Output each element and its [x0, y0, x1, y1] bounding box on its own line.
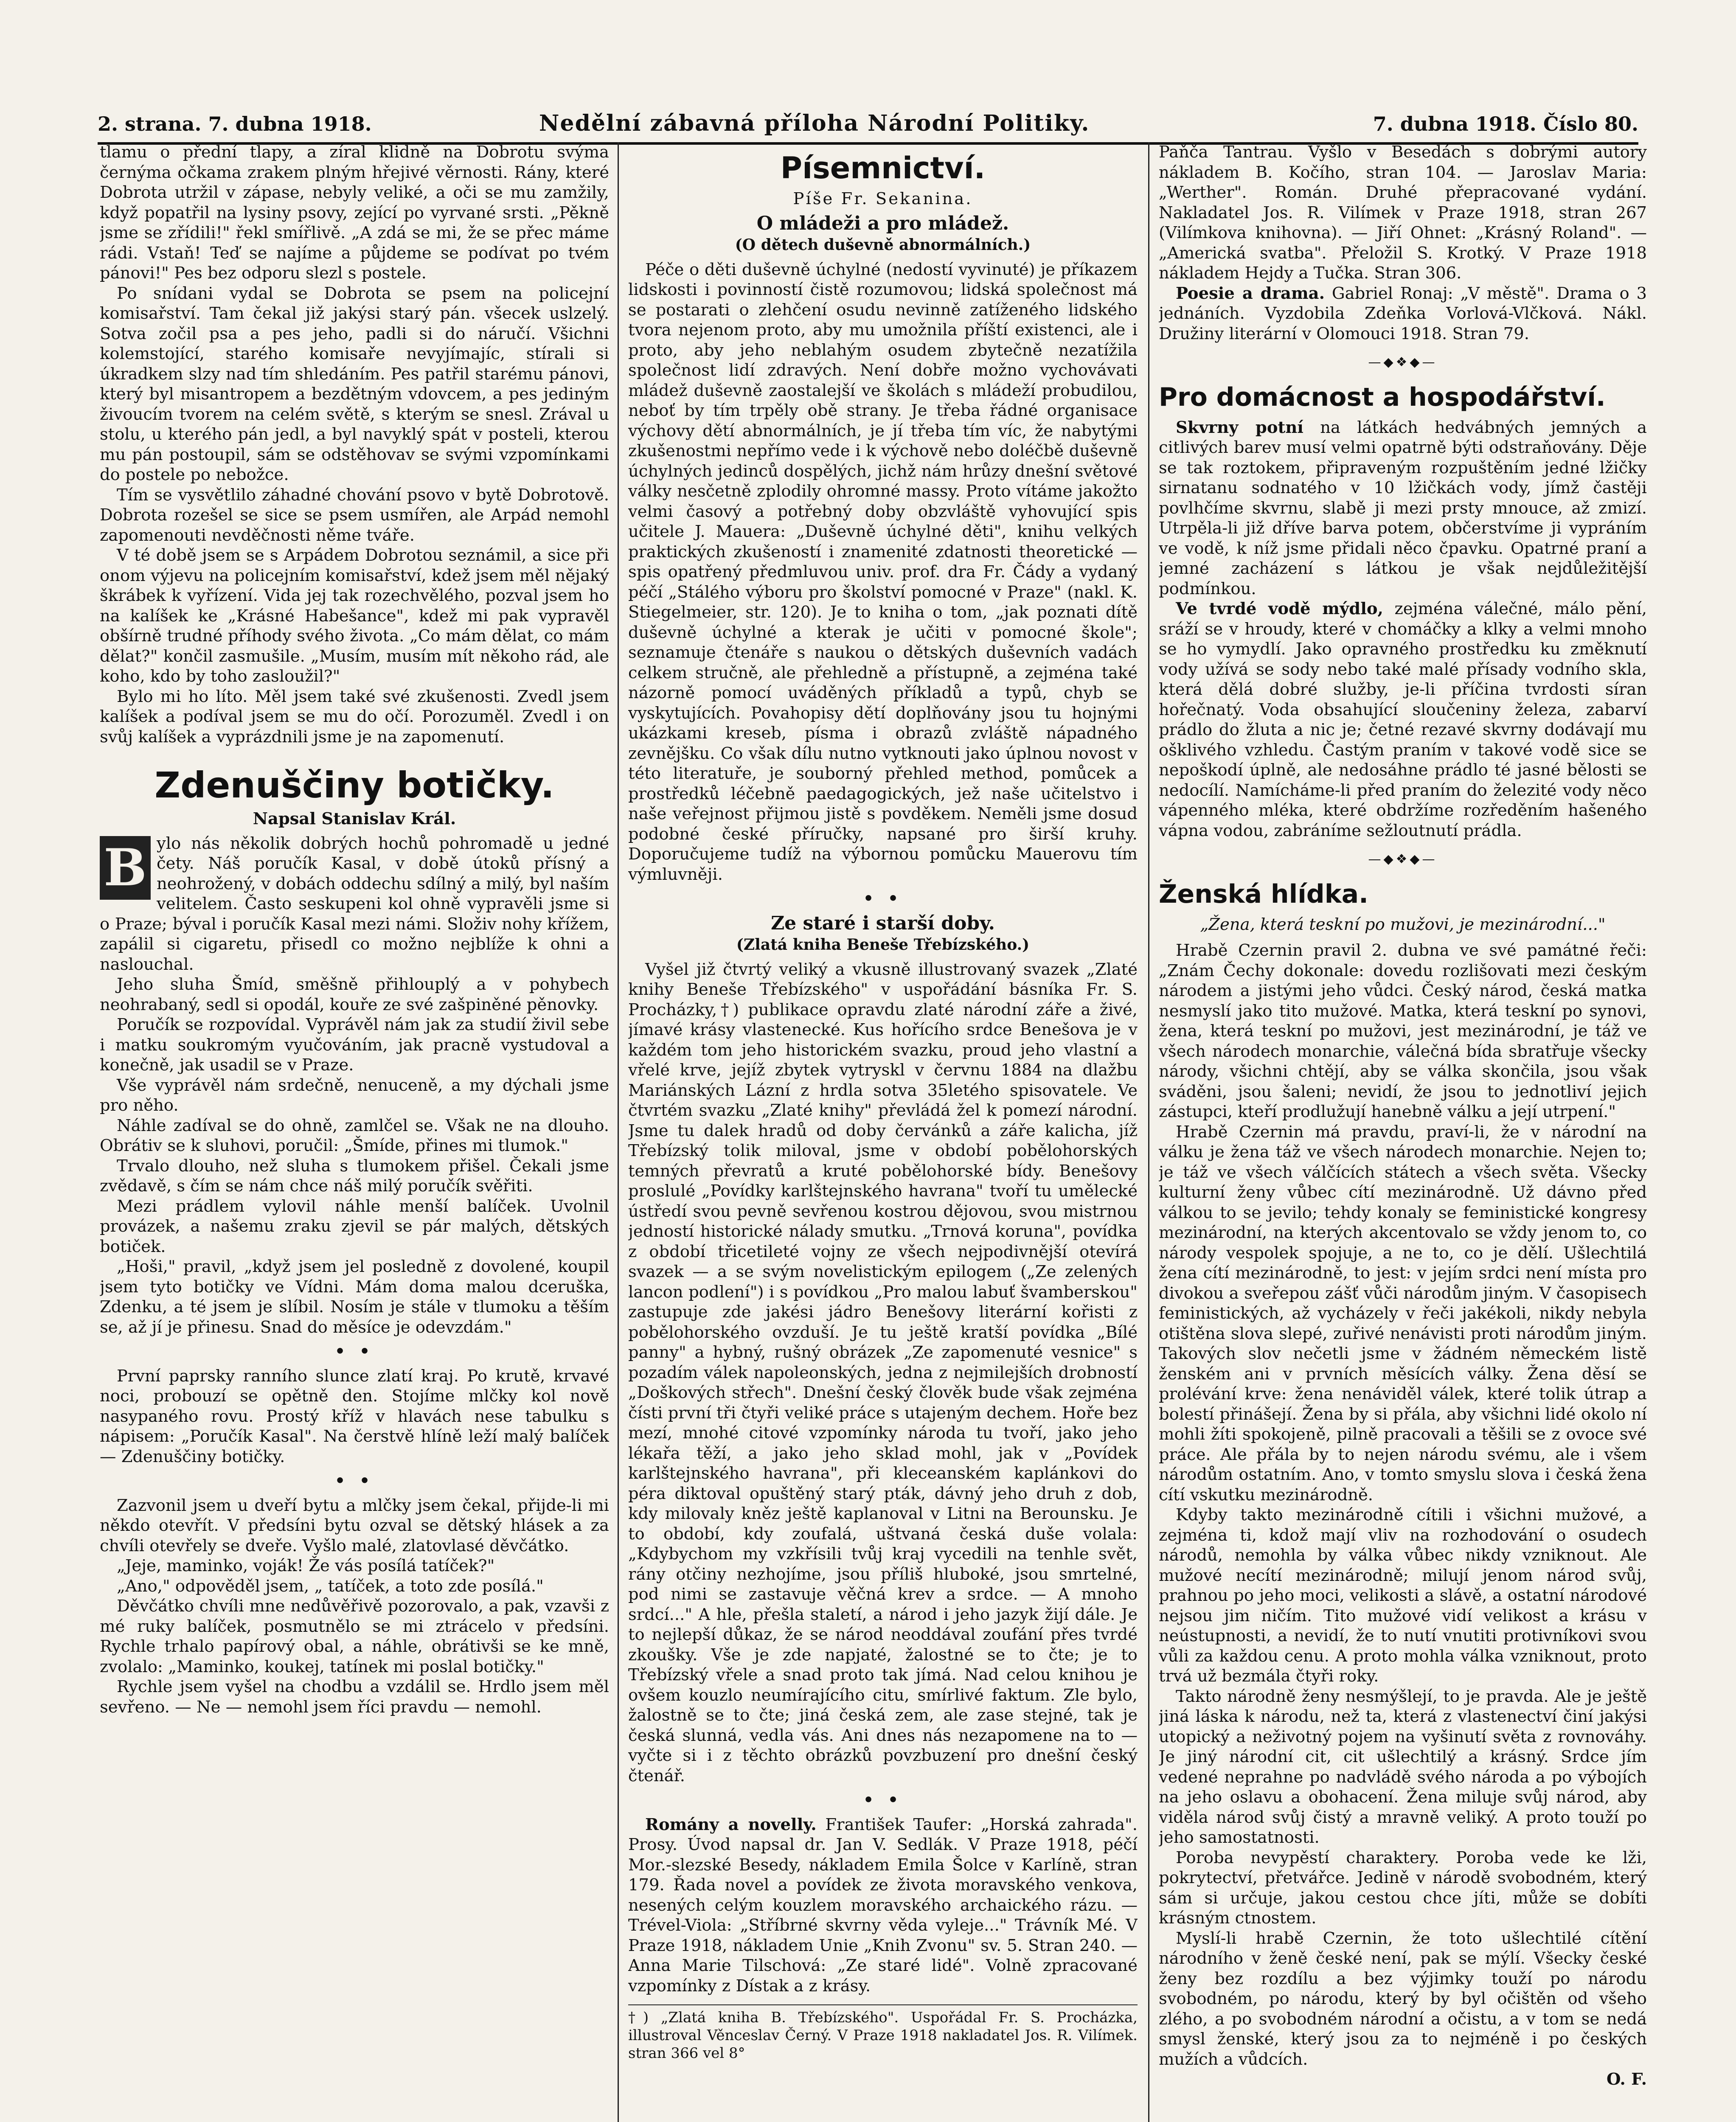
footnote: †) „Zlatá kniha B. Třebízského". Uspořádal Fr. S. Procházka, illustroval Věnceslav Černý. V Praze 1918 nakladatel Jos. R. Vilímek. stran 366 vel 8°: [628, 2004, 1138, 2062]
article-subtitle: (O dětech duševně abnormálních.): [735, 236, 1031, 254]
article-title: Ze staré i starší doby.: [771, 912, 995, 934]
column-right: [1159, 142, 1647, 2122]
paragraph: První paprsky ranního slunce zlatí kraj. Po krutě, krvavé noci, probouzí se opětně den. Stojíme mlčky kol nově nasypaného rovu. Prostý kříž v hlavách nese tabulku s nápisem: „Poručík Kasal". Na čerstvě hlíně leží malý balíček — Zdenuščiny botičky.: [100, 1366, 609, 1466]
paragraph: „Hoši," pravil, „když jsem jel posledně z dovolené, koupil jsem tyto botičky ve Vídni. Mám doma malou dceruška, Zdenku, a té jsem je slíbil. Nosím je stále v tlumoku a těším se, až jí je přinesu. Snad do měsíce je odevzdám.": [100, 1257, 609, 1337]
paragraph: „Ano," odpověděl jsem, „ tatíček, a toto zde posílá.": [117, 1576, 544, 1596]
paragraph: František Taufer: „Horská zahrada". Prosy. Úvod napsal dr. Jan V. Sedlák. V Praze 1918, péčí Mor.-slezské Besedy, nákladem Emila Šolce v Karlíně, stran 179. Řada novel a povídek ze života moravského venkova, nesených celým kouzlem moravského archaického rázu. — Trével-Viola: „Stříbrné skvrny věda vyleje..." Trávník Mé. V Praze 1918, nákladem Unie „Knih Zvonu" sv. 5. Stran 240. — Anna Marie Tilschová: „Ze staré lidé". Volně zpracované vzpomínky z Dístak a z krásy.: [628, 1815, 1138, 1996]
signature: O. F.: [1607, 2070, 1647, 2089]
section-title: Ženská hlídka.: [1159, 879, 1368, 909]
paragraph: Hrabě Czernin pravil 2. dubna ve své památné řeči: „Znám Čechy dokonale: dovedu rozlišovati mezi českým národem a jistými jeho vůdci. Český národ, česká matka nesmyslí jako tito mužové. Matka, která teskní po synovi, žena, která teskní po mužovi, jest mezinárodní, je táž ve všech národech monarchie, válečná bída sbratřuje všecky národy, všichni chtějí, aby se válka skončila, jsou však sváděni, jsou šaleni; nevidí, že jsou to jednotliví jejich zástupci, kteří prodlužují hanebně válku a její utrpení.": [1159, 941, 1647, 1121]
paragraph: Bylo mi ho líto. Měl jsem také své zkušenosti. Zvedl jsem kalíšek a podíval jsem se mu do očí. Porozuměl. Zvedl i on svůj kalíšek a vyprázdnili jsme je na zapomenutí.: [100, 687, 609, 747]
ornament-divider: —◆❖◆—: [1368, 852, 1438, 867]
section-break: • •: [863, 889, 903, 908]
paragraph: Po snídani vydal se Dobrota se psem na policejní komisařství. Tam čekal již jakýsi starý pán. všecek uslzelý. Sotva zočil psa a pes jeho, padli si do náručí. Všichni kolemstojící, starého komisaře nevyjímajíc, stírali si úkradkem slzy nad tím shledáním. Pes patřil starému pánovi, který byl misantropem a bezdětným vdovcem, a pes jediným živoucím tvorem na celém světě, s kterým se snesl. Zrával u stolu, u kterého pán jedl, a byl navyklý spát v posteli, kterou mu pán postoupil, sám se odstěhovav se svými vzpomínkami do postele po nebožce.: [100, 283, 609, 484]
paragraph: Tím se vysvětlilo záhadné chování psovo v bytě Dobrotově. Dobrota rozešel se sice se psem usmířen, ale Arpád nemohl zapomenouti nevděčnosti něme tváře.: [100, 485, 609, 545]
paragraph: ylo nás několik dobrých hochů pohromadě u jedné čety. Náš poručík Kasal, v době útoků přísný a neohrožený, v dobách oddechu sdílný a milý, byl naším velitelem. Často seskupeni kol ohně vypravěli jsme si o Praze; býval i poručík Kasal mezi námi. Složiv nohy křížem, zapálil si cigaretu, přisedl co možno nejblíže k ohni a naslouchal.: [100, 834, 609, 974]
masthead: Nedělní zábavná příloha Národní Politiky.: [539, 110, 1090, 136]
category-label: Romány a novelly.: [645, 1815, 817, 1834]
paragraph: Poručík se rozpovídal. Vyprávěl nám jak za studií živil sebe i matku soukromým vyučováním, jak pracně vystudoval a konečně, jak usadil se v Praze.: [100, 1015, 609, 1075]
item-label: Ve tvrdé vodě mýdlo,: [1176, 599, 1383, 618]
paragraph: Myslí-li hrabě Czernin, že toto ušlechtilé cítění národního v ženě české není, pak se mýlí. Všecky české ženy bez rozdílu a bez výjimky touží po národu svobodném, po národu, který by byl očištěn od všeho zlého, a po svobodném národní a očistu, a v tom se nedá smysl ženské, který jsou za to nejméně i po českých mužích a vůdcích.: [1159, 1928, 1647, 2069]
paragraph: „Jeje, maminko, voják! Že vás posílá tatíček?": [117, 1556, 495, 1575]
article-title: O mládeži a pro mládež.: [756, 212, 1009, 234]
paragraph: Náhle zadíval se do ohně, zamlčel se. Však ne na dlouho. Obrátiv se k sluhovi, poručil: „Šmíde, přines mi tlumok.": [100, 1116, 609, 1155]
paragraph: Gabriel Ronaj: „V městě". Drama o 3 jednáních. Vyzdobila Zdeňka Vorlová-Vlčková. Nákl. Družiny literární v Olomouci 1918. Stran 79.: [1159, 283, 1647, 343]
article-subtitle: (Zlatá kniha Beneše Třebízského.): [736, 936, 1030, 954]
section-motto: „Žena, která teskní po mužovi, je mezinárodní...": [1200, 915, 1606, 934]
item-label: Skvrny potní: [1176, 418, 1303, 437]
paragraph: V té době jsem se s Arpádem Dobrotou seznámil, a sice při onom výjevu na policejním komisařství, kdež jsem měl nějaký škrábek k vyřízení. Vida jej tak rozechvělého, pozval jsem ho na kalíšek ke „Krásné Habešance", kdež mi pak vypravěl obšírně trudné příhody svého života. „Co mám dělat, co mám dělat?" končil zasmušile. „Musím, musím mít někoho rád, ale koho, kdo by toho zasloužil?": [100, 546, 609, 686]
paragraph: Vše vyprávěl nám srdečně, nenuceně, a my dýchali jsme pro něho.: [100, 1075, 609, 1115]
paragraph: Rychle jsem vyšel na chodbu a vzdálil se. Hrdlo jsem měl sevřeno. — Ne — nemohl jsem říci pravdu — nemohl.: [100, 1677, 609, 1717]
paragraph: Paňča Tantrau. Vyšlo v Besedách s dobrými autory nákladem B. Kočího, stran 104. — Jaroslav Maria: „Werther". Román. Druhé přepracované vydání. Nakladatel Jos. R. Vilímek v Praze 1918, stran 267 (Vilímkova knihovna). — Jiří Ohnet: „Krásný Roland". — „Americká svatba". Přeložil S. Krotký. V Praze 1918 nákladem Hejdy a Tučka. Stran 306.: [1159, 143, 1647, 283]
drop-cap: B: [100, 836, 151, 900]
ornament-divider: —◆❖◆—: [1368, 355, 1438, 370]
paragraph: na látkách hedvábných jemných a citlivých barev musí velmi opatrně býti odstraňovány. Děje se tak roztokem, připraveným rozpuštěním jedné lžičky sirnatanu sodnatého v 10 lžičkách vody, jímž častěji povlhčíme skvrnu, slabě ji mezi prsty mnouce, až zmizí. Utrpěla-li již dříve barva potem, občerstvíme ji vypráním ve vodě, k níž jsme přidali něco čpavku. Opatrné praní a jemné zacházení s látkou je však nejdůležitější podmínkou.: [1159, 418, 1647, 598]
paragraph: Děvčátko chvíli mne nedůvěřivě pozorovalo, a pak, vzavši z mé ruky balíček, posmutnělo se mi ztrácelo v předsíni. Rychle trhalo papírový obal, a náhle, obrátivši se ke mně, zvolalo: „Maminko, koukej, tatínek mi poslal botičky.": [100, 1597, 609, 1676]
section-byline: Píše Fr. Sekanina.: [793, 189, 973, 208]
page-number-date: 2. strana. 7. dubna 1918.: [98, 112, 372, 135]
paragraph: zejména válečné, málo pění, sráží se v hroudy, které v chomáčky a klky a velmi mnoho se ho vymydlí. Jako opravného prostředku ku změknutí vody užívá se sody nebo také malé přísady vodního skla, která dělá dobré služby, je-li příčina tvrdosti síran hořečnatý. Voda obsahující sloučeniny železa, zabarví prádlo do žluta a nic je; četné rezavé skvrny dodávají mu ošklivého vzhledu. Častým praním v takové vodě sice se nepoškodí úplně, ale nedosáhne prádlo té jasné bělosti se nedocílí. Namícháme-li před praním do železité vody něco vápenného mléka, které obdržíme rozředěním hašeného vápna vodou, zabráníme sežloutnutí prádla.: [1159, 599, 1647, 840]
issue-date-number: 7. dubna 1918. Číslo 80.: [1373, 112, 1638, 135]
paragraph: Péče o děti duševně úchylné (nedostí vyvinuté) je příkazem lidskosti i povinností čistě rozumovou; lidská společnost má se postarati o zlehčení osudu nevinně zatíženého lidského tvora nejenom proto, aby mu umožnila příští existenci, ale i proto, aby jeho neblahým osudem zbytečně nezatížila společnost lidí zdravých. Není dobře možno vychovávati mládež duševně zaostalejší ve školách s mládeží probudilou, neboť by tím trpěly obě strany. Je třeba řádné organisace výchovy dětí abnormálních, je jí třeba tím víc, že nabytými zkušenostmi nepřímo vede i k výchově nebo doléčbě duševně úchylných jedinců dospělých, jichž nám hrůzy dnešní světové války nesčetně zplodily ohromné massy. Proto vítáme jakožto velmi časový a potřebný doby obzvláště vyhovující spis učitele J. Mauera: „Duševně úchylné děti", knihu velkých praktických zkušeností i znamenité zdatnosti theoretické — spis opatřený předmluvou univ. prof. dra Fr. Čády a vydaný péčí „Stálého výboru pro školství pomocné v Praze" (nakl. K. Stiegelmeier, str. 120). Je to kniha o tom, „jak poznati dítě duševně úchylné a kterak je učiti v pomocné škole"; seznamuje čtenáře s naukou o dětských duševních vadách celkem stručně, ale přehledně a přístupně, a zejména také názorně pomocí uváděných příkladů a typů, chyb se vyskytujících. Povahopisy dětí doplňovány jsou tu hojnými ukázkami kreseb, písma i obrazů zvláště nápadného zevnějšku. Co však dílu nutno vytknouti jako úplnou novost v této literatuře, je souborný přehled method, pomůcek a prostředků léčebně paedagogických, jež naše učitelstvo i naše veřejnost přijmou jistě s povděkem. Neměli jsme dosud podobné české příručky, napsané pro širší kruhy. Doporučujeme tudíž na výbornou pomůcku Mauerovu tím výmluvněji.: [628, 260, 1138, 884]
paragraph: Jeho sluha Šmíd, směšně přihlouplý a v pohybech neohrabaný, sedl si opodál, kouře ze své zašpiněné pěnovky.: [100, 975, 609, 1014]
story-byline: Napsal Stanislav Král.: [253, 809, 456, 828]
paragraph: Trvalo dlouho, než sluha s tlumokem přišel. Čekali jsme zvědavě, s čím se nám chce náš milý poručík svěřiti.: [100, 1156, 609, 1196]
paragraph: Kdyby takto mezinárodně cítili i všichni mužové, a zejména ti, kdož mají vliv na rozhodování o osudech národů, nemohla by válka vůbec nikdy vzniknout. Ale mužové necítí mezinárodně; milují jenom národ svůj, prahnou po jeho moci, velikosti a slávě, a ostatní národové nejsou jim ničím. Tito mužové vidí velikost a krásu v neústupnosti, a nevidí, že to nutí vnutiti protivníkovi svou vůli za každou cenu. A proto mohla válka vzniknout, proto trvá už bezmála čtyři roky.: [1159, 1505, 1647, 1686]
column-divider: [1148, 142, 1149, 2122]
paragraph: Hrabě Czernin má pravdu, praví-li, že v národní na válku je žena táž ve všech národech monarchie. Nejen to; je táž ve všech válčících státech a všech světa. Všecky kulturní ženy vůbec cítí mezinárodně. Už dávno před válkou to se jevilo; tehdy konaly se feministické kongresy mezinárodní, na kterých akcentovalo se vždy jenom to, co národy vespolek spojuje, a ne to, co je dělí. Ušlechtilá žena cítí mezinárodně, to jest: v jejím srdci není místa pro divokou a sveřepou zášť vůči národům jiným. V časopisech feministických, až vycházely v řeči jakékoli, nikdy nebyla otištěna slova slepé, zuřivé nenávisti proti národům jiným. Takových slov nečetli jsme v žádném německém listě ženském ani v prvních měsících války. Žena děsí se prolévání krve: žena nenáviděl válek, které tolik útrap a bolestí přinášejí. Žena by si přála, aby všichni lidé okolo ní mohli žíti spokojeně, pilně pracovali a těšili se z ovoce své práce. Ale přála by to nejen národu svému, ale i všem národům ostatním. Ano, v tomto smyslu slova i česká žena cítí vskutku mezinárodně.: [1159, 1122, 1647, 1504]
paragraph: Zazvonil jsem u dveří bytu a mlčky jsem čekal, přijde-li mi někdo otevřít. V předsíni bytu ozval se dětský hlásek a za chvíli otevřely se dveře. Vyšlo malé, zlatovlasé děvčátko.: [100, 1496, 609, 1555]
column-middle: [628, 142, 1138, 2122]
section-title: Pro domácnost a hospodářství.: [1159, 382, 1606, 412]
category-label: Poesie a drama.: [1176, 283, 1325, 303]
section-break: • •: [863, 1791, 903, 1810]
column-left: [100, 142, 609, 2122]
section-title: Písemnictví.: [780, 151, 986, 185]
page-header: [98, 108, 1638, 145]
column-divider: [618, 142, 619, 2122]
section-break: • •: [334, 1471, 374, 1490]
paragraph: Vyšel již čtvrtý veliký a vkusně illustrovaný svazek „Zlaté knihy Beneše Třebízského" v uspořádání básníka Fr. S. Procházky,†) publikace opravdu zlaté národní záře a živé, jímavé krásy vlastenecké. Kus hořícího srdce Benešova je v každém tom jeho historickém svazku, proud jeho vlastní a vřelé krve, jejíž zbytek vytryskl v červnu 1884 na dlažbu Mariánských Lázní z hrdla sotva 35letého spisovatele. Ve čtvrtém svazku „Zlaté knihy" převládá žel k pomezí národní. Jsme tu dalek hradů od doby červánků a záře kalicha, jíž Třebízský tolik miloval, jsme v období pobělohorských temných převratů a kruté pobělohorské bídy. Benešovy proslulé „Povídky karlštejnského havrana" tvoří tu umělecké ústředí svou pevně sevřenou kostrou dějovou, svou mistrnou jedností historické nálady smutku. „Trnová koruna", povídka z období třicetileté vojny ze všech nejpodivnější otevírá svazek — a se svým novelistickým epilogem („Ze zelených lancon podlení") i s povídkou „Pro malou labuť švamberskou" zastupuje zde jakési jádro Benešovy literární kořisti z pobělohorského ovzduší. Je tu ještě kratší povídka „Bílé panny" a hybný, rušný obrázek „Ze zapomenuté vesnice" s pozadím válek napoleonských, jedna z nejmilejších drobností „Doškových střech". Dnešní český člověk bude však zejména čísti první tři čtyři veliké práce s utajeným dechem. Hoře bez mezí, mnohé citové vzpomínky národa tu tvoří, jako jeho lékařa těží, a jako jeho sklad mohl, jak v „Povídek karlštejnského havrana", při kleceanském kaplánkovi do péra diktoval opuštěný starý pták, dávný jeho druh z dob, kdy milovaly kněz ještě kaplanoval v Litni na Berounsku. Je to období, kdy zoufalá, uštvaná česká duše volala: „Kdybychom my vzkřísili tvůj kraj vycedili na tenhle svět, rány otčiny nezhojíme, jsou příliš hluboké, jsou smrtelné, pod nimi se zastavuje věčná krev a srdce. — A mnoho srdcí..." A hle, přešla staletí, a národ i jeho jazyk žijí dále. Je to nejlepší důkaz, že se národ neoddával zoufání přes tvrdé zkoušky. Vše je zde napjaté, žalostné se to čte; je to Třebízský vřele a snad proto tak jímá. Nad celou knihou je ovšem kouzlo neumírajícího citu, smírlivé faktum. Zle bylo, žalostně se to čte; jiná česká zem, ale zase stejné, tak je česká slunná, vedla vás. Ani dnes nás nezapomene na to — vyčte si i z těchto obrázků povzbuzení pro dnešní český čtenář.: [628, 960, 1138, 1785]
paragraph: tlamu o přední tlapy, a zíral klidně na Dobrotu svýma černýma očkama zrakem plným hřejivé věrnosti. Rány, které Dobrota utržil v zápase, nebyly veliké, a oči se mu zamžily, když popatřil na lysiny psovy, zející po vyrvané srsti. „Pěkně jsme se zřídili!" řekl smířlivě. „A zdá se mi, že se přec máme rádi. Vstaň! Teď se najíme a půjdeme se podívat po tvém pánovi!" Pes bez odporu slezl s postele.: [100, 143, 609, 283]
paragraph: Poroba nevypěstí charaktery. Poroba vede ke lži, pokrytectví, přetvářce. Jedině v národě svobodném, který sám si určuje, jakou cestou chce jíti, může se dobíti krásným ctnostem.: [1159, 1848, 1647, 1928]
paragraph: Takto národně ženy nesmýšlejí, to je pravda. Ale je ještě jiná láska k národu, než ta, která z vlastenectví činí jakýsi utopický a neživotný pojem na vyšinutí světa z rovnováhy. Je jiný národní cit, cit ušlechtilý a krásný. Srdce jím vedené neprahne po nadvládě svého národa a po výbojích na jeho oslavu a obohacení. Žena miluje svůj národ, aby viděla národ svůj čistý a mravně veliký. A proto touží po jeho samostatnosti.: [1159, 1687, 1647, 1847]
paragraph: Mezi prádlem vylovil náhle menší balíček. Uvolnil provázek, a našemu zraku zjevil se pár malých, dětských botiček.: [100, 1196, 609, 1256]
story-title: Zdenuščiny botičky.: [154, 764, 554, 806]
section-break: • •: [334, 1342, 374, 1361]
